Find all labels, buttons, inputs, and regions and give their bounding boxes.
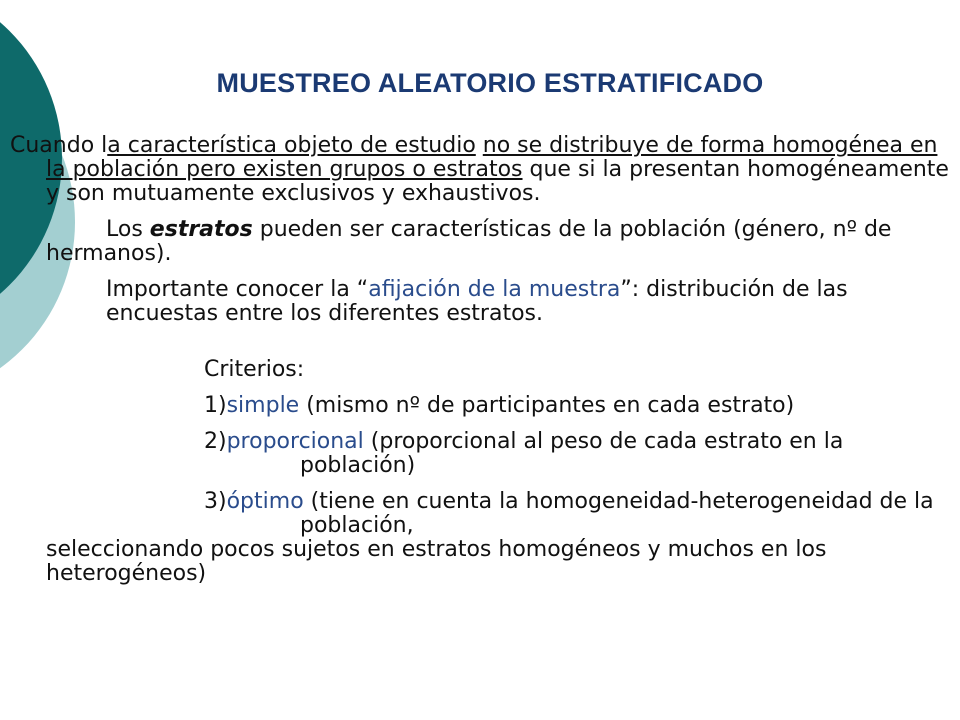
afijacion-text-2: ”: distribución de las encuestas entre los diferentes estratos. bbox=[106, 277, 848, 326]
criterios-label: Criterios: bbox=[204, 357, 305, 382]
criterio-term: óptimo bbox=[226, 489, 304, 514]
afijacion-text-1: Importante conocer la “ bbox=[106, 277, 369, 302]
intro-underline-2: no se distribuye de forma homogénea en la población pero existen grupos o estratos bbox=[46, 133, 938, 182]
afijacion-highlight: afijación de la muestra bbox=[368, 277, 621, 302]
intro-text-1: Cuando l bbox=[10, 133, 108, 158]
criterio-term: proporcional bbox=[226, 429, 364, 454]
intro-text-3: que si la presentan homogéneamente y son mutuamente exclusivos y exhaustivos. bbox=[46, 157, 949, 206]
criterio-number: 2) bbox=[204, 429, 227, 454]
criterio-item bbox=[10, 430, 950, 478]
estratos-text-1: Los bbox=[106, 217, 150, 242]
final-line: seleccionando pocos sujetos en estratos homogéneos y muchos en los heterogéneos) bbox=[46, 537, 827, 586]
estratos-bold: estratos bbox=[149, 217, 253, 242]
intro-paragraph bbox=[10, 134, 950, 206]
afijacion-paragraph bbox=[10, 278, 950, 326]
criterio-description: (tiene en cuenta la homogeneidad-heterogeneidad de la población, bbox=[300, 489, 934, 538]
slide-body bbox=[10, 134, 950, 586]
estratos-text-2: pueden ser características de la población (género, nº de hermanos). bbox=[46, 217, 892, 266]
criterio-number: 1) bbox=[204, 393, 227, 418]
intro-underline-1: a característica objeto de estudio bbox=[107, 133, 476, 158]
criterio-item bbox=[10, 490, 950, 538]
criterio-description: (proporcional al peso de cada estrato en la población) bbox=[300, 429, 844, 478]
criterio-item bbox=[10, 394, 950, 418]
criterio-description: (mismo nº de participantes en cada estrato) bbox=[299, 393, 795, 418]
estratos-paragraph bbox=[10, 218, 950, 266]
criterio-term: simple bbox=[226, 393, 300, 418]
slide-title: MUESTREO ALEATORIO ESTRATIFICADO bbox=[216, 68, 764, 98]
criterio-number: 3) bbox=[204, 489, 227, 514]
intro-text-2 bbox=[476, 133, 483, 158]
